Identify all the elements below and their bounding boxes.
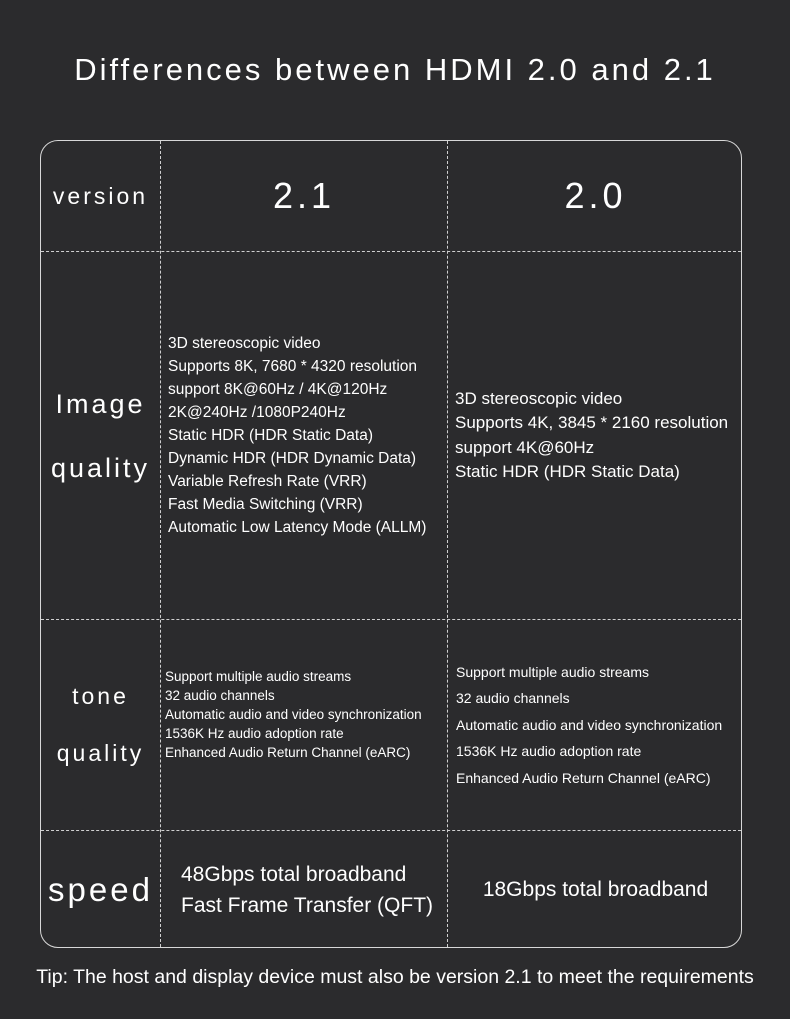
list-item: Automatic Low Latency Mode (ALLM) [168,519,427,536]
image-quality-21-list [168,332,426,539]
list-item: Fast Media Switching (VRR) [168,496,363,513]
list-item: Automatic audio and video synchronization [165,706,422,722]
page-title: Differences between HDMI 2.0 and 2.1 [74,52,716,87]
speed-21-cell [181,831,447,949]
image-quality-label [41,252,160,619]
list-item: 1536K Hz audio adoption rate [456,743,642,760]
list-item: 32 audio channels [456,690,570,707]
tone-quality-21-list [165,667,422,762]
version-21-header: 2.1 [272,175,336,216]
image-quality-21-cell [168,252,447,619]
speed-20-cell: 18Gbps total broadband [482,878,709,901]
list-item: 1536K Hz audio adoption rate [165,725,344,741]
list-item: 3D stereoscopic video [168,335,321,352]
list-item: Supports 4K, 3845 * 2160 resolution [455,413,729,432]
speed-label [41,831,160,949]
list-item: Enhanced Audio Return Channel (eARC) [456,769,711,786]
list-item: Automatic audio and video synchronization [456,716,723,733]
column-divider [160,141,161,947]
list-item: support 4K@60Hz [455,437,595,457]
tone-quality-label [41,620,160,830]
tone-quality-21-cell [165,620,447,830]
list-item: support 8K@60Hz / 4K@120Hz [168,381,388,398]
tone-quality-label-line2: quality [56,740,145,766]
tone-quality-label-line1: tone [72,683,129,709]
image-quality-label-line1: Image [55,388,146,419]
version-label [41,141,160,251]
speed-21-list [181,859,433,921]
list-item: Fast Frame Transfer (QFT) [181,894,434,917]
speed-label-text: speed [48,871,153,908]
list-item: 2K@240Hz /1080P240Hz [168,404,346,421]
list-item: Supports 8K, 7680 * 4320 resolution [168,358,418,375]
list-item: Dynamic HDR (HDR Dynamic Data) [168,450,417,467]
image-quality-20-cell [455,252,743,619]
version-label-text: version [52,182,149,209]
list-item: 32 audio channels [165,687,275,703]
tone-quality-20-list [456,659,722,792]
version-20-header: 2.0 [564,175,627,216]
tip-note: Tip: The host and display device must also be version 2.1 to meet the requirements [36,966,754,988]
image-quality-label-line2: quality [50,452,151,483]
list-item: Support multiple audio streams [165,668,352,684]
image-quality-20-list [455,387,728,485]
tone-quality-20-cell [456,620,743,830]
list-item: 48Gbps total broadband [181,863,407,886]
list-item: Support multiple audio streams [456,663,649,680]
list-item: 3D stereoscopic video [455,388,623,408]
comparison-table [40,140,742,948]
list-item: Variable Refresh Rate (VRR) [168,473,367,490]
list-item: Static HDR (HDR Static Data) [455,462,680,481]
list-item: Enhanced Audio Return Channel (eARC) [165,744,411,760]
column-divider [447,141,448,947]
list-item: Static HDR (HDR Static Data) [168,427,373,444]
